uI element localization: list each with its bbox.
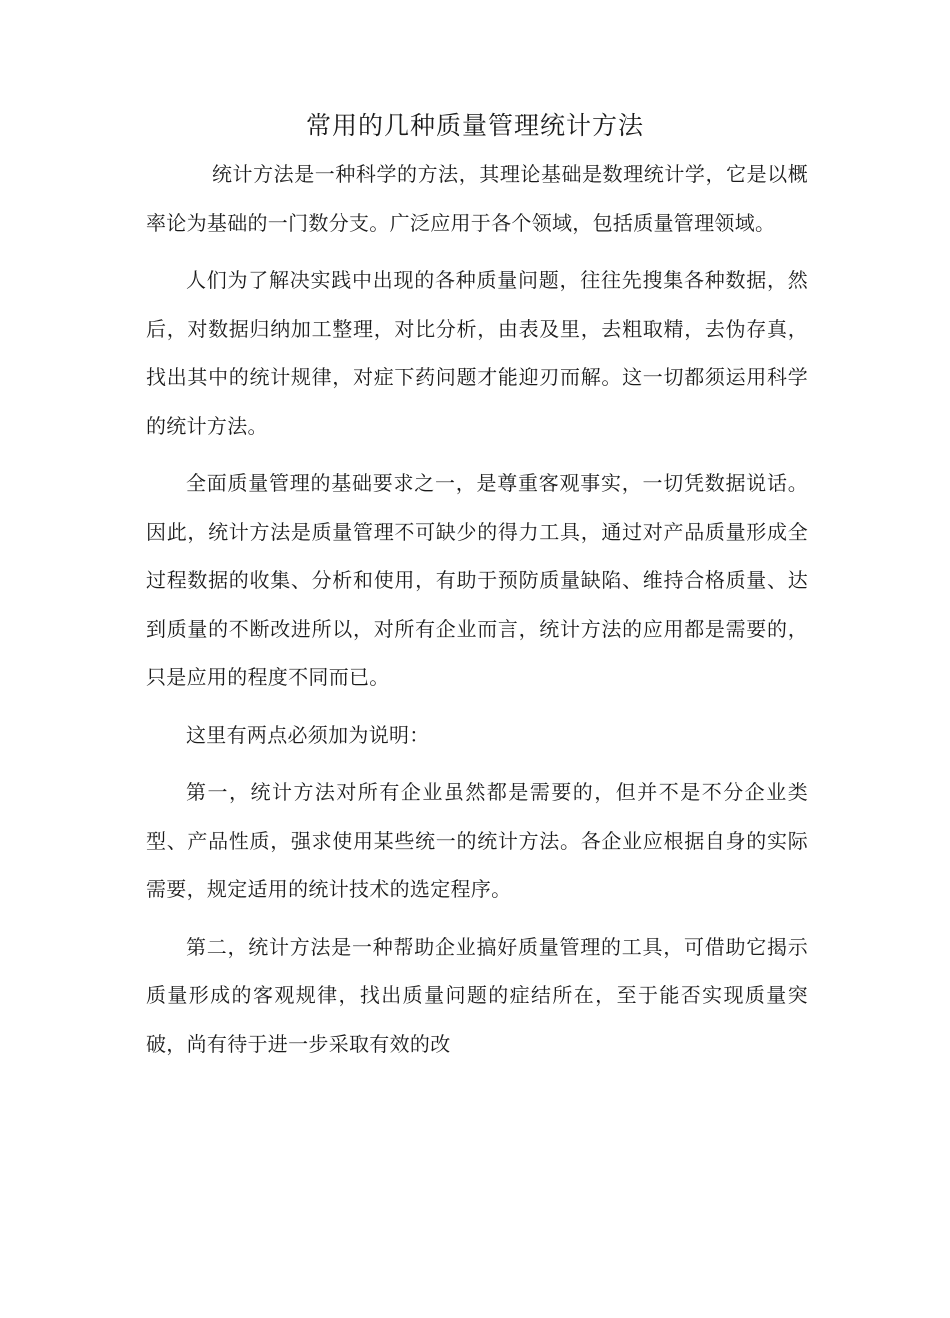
document-title: 常用的几种质量管理统计方法 [305,111,644,140]
paragraph-data-collection: 人们为了解决实践中出现的各种质量问题，往往先搜集各种数据，然后，对数据归纳加工整理，对比分析，由表及里，去粗取精，去伪存真，找出其中的统计规律，对症下药问题才能迎刃而解。这一切都须运用科学的统计方法。 [146,268,808,438]
paragraph-point-one: 第一，统计方法对所有企业虽然都是需要的，但并不是不分企业类型、产品性质，强求使用某些统一的统计方法。各企业应根据自身的实际需要，规定适用的统计技术的选定程序。 [146,780,808,901]
paragraph-two-points: 这里有两点必须加为说明： [186,722,430,747]
paragraph-tqm-basis: 全面质量管理的基础要求之一，是尊重客观事实，一切凭数据说话。因此，统计方法是质量管理不可缺少的得力工具，通过对产品质量形成全过程数据的收集、分析和使用，有助于预防质量缺陷、维持合格质量、达到质量的不断改进所以，对所有企业而言，统计方法的应用都是需要的，只是应用的程度不同而已。 [146,471,808,689]
document-body [146,150,808,1068]
paragraph-point-two: 第二，统计方法是一种帮助企业搞好质量管理的工具，可借助它揭示质量形成的客观规律，找出质量问题的症结所在，至于能否实现质量突破，尚有待于进一步采取有效的改 [146,934,808,1056]
paragraph-intro: 统计方法是一种科学的方法，其理论基础是数理统计学，它是以概率论为基础的一门数分支。广泛应用于各个领域，包括质量管理领域。 [146,162,808,235]
